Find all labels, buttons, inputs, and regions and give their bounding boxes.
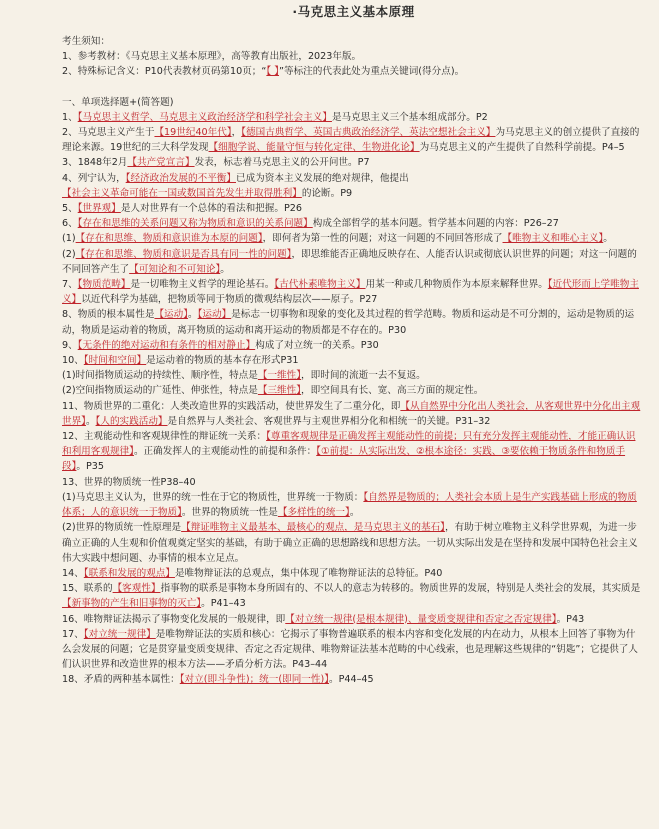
body-text: 。	[85, 415, 96, 427]
body-text: (2)空间指物质运动的广延性、伸张性，特点是	[62, 385, 258, 397]
body-text: ，即思维能否正确地反映存在、人能否认识或彻底认识世界的问题；对这一问题的不同回答产生了	[62, 248, 637, 275]
body-text: 是标志一切事物和现象的变化及其过程的哲学范畴。物质和运动是不可分割的，运动是物质的运动，物质是运动着的物质，离开物质的运动和离开运动的物质都是不存在的。P30	[62, 309, 635, 336]
body-text: 4、列宁认为，	[62, 172, 126, 184]
body-text: 17、	[62, 628, 84, 640]
question-list	[62, 95, 645, 688]
body-text: 18、矛盾的两种基本属性：	[62, 674, 180, 686]
key-term-highlight: 【运动】	[154, 309, 189, 321]
key-term-highlight: 【存在和思维、物质和意识谁为本原的问题】	[75, 233, 263, 245]
key-term-highlight: 【自然界是物质的；人类社会本质上是生产实践基础上形成的物质体系；人的意识统一于物质】	[62, 491, 637, 519]
body-text: 以近代科学为基础，把物质等同于物质的微观结构层次——原子。P27	[81, 294, 378, 306]
body-text: 是人对世界有一个总体的看法和把握。P26	[120, 203, 302, 215]
body-text: 是唯物辩证法的实质和核心：它揭示了事物普遍联系的根本内容和变化发展的内在动力，从根本上回答了事物为什么会发展的问题；它是贯穿量变质变规律、否定之否定规律、唯物辩证法基本范畴的中心线索，也是理解这些规律的“钥匙”；它提供了人们认识世界和改造世界的根本方法——矛盾分析方法。P43–44	[62, 628, 638, 671]
key-term-highlight: 【19世纪40年代】	[154, 127, 232, 139]
body-text: 9、	[62, 339, 78, 351]
key-term-highlight: 【对立(即斗争性)；统一(即同一性)】	[179, 674, 330, 686]
body-text: 是马克思主义三个基本组成部分。P2	[331, 111, 488, 123]
body-text: 构成了对立统一的关系。P30	[255, 339, 379, 351]
body-text: 。世界的物质统一性是	[181, 507, 278, 519]
body-text: ，即空间具有长、宽、高三方面的规定性。	[301, 385, 484, 397]
body-text: 。	[188, 309, 198, 321]
key-term-highlight: 【对立统一规律(是根本规律)、量变质变规律和否定之否定规律】	[285, 613, 557, 625]
body-text: 。P41–43	[201, 598, 246, 610]
body-text: 13、世界的物质统一性P38–40	[62, 476, 196, 488]
paragraph	[62, 399, 645, 429]
body-text: 。P43	[556, 613, 585, 625]
key-term-highlight: 【近代形而上学唯物主义】	[62, 279, 639, 306]
body-text: 考生须知：	[62, 36, 110, 47]
section-gap	[62, 80, 645, 95]
paragraph	[62, 566, 645, 581]
body-text: (2)世界的物质统一性原理是	[62, 522, 182, 534]
paragraph	[62, 216, 645, 231]
key-term-highlight: 【多样性的统一】	[277, 507, 350, 519]
key-term-highlight: 【物质范畴】	[77, 279, 131, 291]
paragraph	[62, 490, 645, 520]
body-text: 为马克思主义的产生提供了自然科学前提。P4–5	[419, 142, 625, 154]
body-text: 2、马克思主义产生于	[62, 127, 155, 139]
key-term-highlight: 【从自然界中分化出人类社会，从客观世界中分化出主观世界】	[62, 400, 641, 427]
exam-notice	[62, 34, 645, 80]
body-text: 8、物质的根本属性是	[62, 309, 155, 321]
paragraph	[62, 368, 645, 383]
key-term-highlight: 【人的实践活动】	[95, 415, 168, 427]
key-term-highlight: 【细胞学说、能量守恒与转化定律、生物进化论】	[208, 142, 420, 154]
body-text: 是自然界与人类社会、客观世界与主观世界相分化和相统一的关键。P31–32	[167, 415, 491, 427]
body-text: 1、参考教材：《马克思主义基本原理》，高等教育出版社，2023年版。	[62, 51, 362, 63]
body-text: 1、	[62, 111, 78, 123]
body-text: ，	[231, 127, 242, 139]
body-text: 用某一种或几种物质作为本原来解释世界。	[365, 279, 548, 291]
body-text: 15、联系的	[62, 583, 113, 595]
key-term-highlight: 【 】	[266, 66, 280, 78]
body-text: 是运动着的物质的基本存在形式P31	[146, 355, 299, 367]
body-text: 构成全部哲学的基本问题。哲学基本问题的内容：P26–27	[312, 218, 559, 230]
paragraph	[62, 429, 645, 475]
body-text: (1)时间指物质运动的持续性、顺序性，特点是	[62, 370, 258, 382]
key-term-highlight: 【①前提：从实际出发、②根本途径：实践、③要依赖于物质条件和物质手段】	[62, 446, 626, 473]
key-term-highlight: 【无条件的绝对运动和有条件的相对静止】	[77, 339, 256, 351]
body-text: 12、主观能动性和客观规律性的辩证统一关系：	[62, 431, 267, 443]
key-term-highlight: 【客观性】	[112, 583, 161, 595]
paragraph	[62, 231, 645, 246]
body-text: 。	[603, 233, 613, 245]
body-text: 已成为资本主义发展的绝对规律，他提出	[236, 172, 409, 184]
body-text: 。	[349, 507, 360, 519]
body-text: 指事物的联系是事物本身所固有的、不以人的意志为转移的。物质世界的发展，特别是人类社会的发展，其实质是	[160, 583, 641, 595]
body-text: 是唯物辩证法的总观点，集中体现了唯物辩证法的总特征。P40	[174, 567, 443, 579]
notice-line	[62, 34, 645, 49]
body-text: (2)	[62, 248, 76, 260]
paragraph	[62, 155, 645, 170]
key-term-highlight: 【可知论和不可知论】	[129, 263, 221, 275]
paragraph	[62, 627, 645, 673]
paragraph	[62, 307, 645, 337]
key-term-highlight: 【马克思主义哲学、马克思主义政治经济学和科学社会主义】	[77, 111, 332, 123]
body-text: 发表，标志着马克思主义的公开问世。P7	[194, 157, 370, 169]
body-text: ”等标注的代表此处为重点关键词(得分点)。	[279, 66, 465, 78]
paragraph	[62, 672, 645, 687]
body-text: 11、物质世界的二重化：人类改造世界的实践活动，使世界发生了二重分化，即	[62, 400, 401, 412]
body-text: 。正确发挥人的主观能动性的前提和条件：	[133, 446, 317, 458]
body-text: (1)	[62, 233, 76, 245]
paragraph	[62, 201, 645, 216]
paragraph	[62, 125, 645, 155]
key-term-highlight: 【对立统一规律】	[83, 628, 156, 640]
body-text: 3、1848年2月	[62, 157, 128, 169]
key-term-highlight: 【存在和思维的关系问题又称为物质和意识的关系问题】	[77, 218, 313, 230]
paragraph	[62, 277, 645, 307]
body-text: 的论断。P9	[301, 187, 353, 199]
body-text: ，即时间的流逝一去不复返。	[301, 370, 426, 382]
body-text: 6、	[62, 218, 78, 230]
body-text: 为马克思主义的创立提供了直接的理论来源。19世纪的三大科学发现	[62, 127, 640, 154]
paragraph	[62, 383, 645, 398]
key-term-highlight: 【经济政治发展的不平衡】	[125, 172, 236, 184]
paragraph	[62, 247, 645, 277]
document-title: ·马克思主义基本原理	[292, 4, 415, 19]
body-text: (1)马克思主义认为，世界的统一性在于它的物质性，世界统一于物质：	[62, 491, 364, 503]
paragraph	[62, 612, 645, 627]
body-text: 10、	[62, 355, 84, 367]
key-term-highlight: 【新事物的产生和旧事物的灭亡】	[62, 598, 202, 610]
key-term-highlight: 【一维性】	[257, 370, 302, 382]
key-term-highlight: 【时间和空间】	[83, 355, 147, 367]
body-text: 。P44–45	[329, 674, 374, 686]
key-term-highlight: 【联系和发展的观点】	[83, 567, 175, 579]
key-term-highlight: 【辩证唯物主义最基本、最核心的观点，是马克思主义的基石】	[181, 522, 445, 534]
paragraph	[62, 475, 645, 490]
key-term-highlight: 【社会主义革命可能在一国或数国首先发生并取得胜利】	[62, 187, 302, 199]
body-text: 2、特殊标记含义：P10代表教材页码第10页；“	[62, 66, 267, 78]
paragraph	[62, 353, 645, 368]
body-text: 是一切唯物主义哲学的理论基石。	[130, 279, 275, 291]
body-text: 。	[220, 263, 230, 275]
body-text: 16、唯物辩证法揭示了事物变化发展的一般规律，即	[62, 613, 286, 625]
paragraph	[62, 110, 645, 125]
notice-line	[62, 49, 645, 64]
body-text: ，即何者为第一性的问题；对这一问题的不同回答形成了	[262, 233, 503, 245]
body-text: 一、单项选择题+(简答题)	[62, 96, 174, 108]
notice-line	[62, 64, 645, 79]
key-term-highlight: 【唯物主义和唯心主义】	[502, 233, 604, 245]
key-term-highlight: 【存在和思维、物质和意识是否具有同一性的问题】	[75, 248, 292, 260]
paragraph	[62, 95, 645, 110]
key-term-highlight: 【德国古典哲学、英国古典政治经济学、英法空想社会主义】	[241, 127, 496, 139]
key-term-highlight: 【世界观】	[77, 203, 121, 215]
paragraph	[62, 581, 645, 611]
key-term-highlight: 【古代朴素唯物主义】	[274, 279, 366, 291]
key-term-highlight: 【三维性】	[257, 385, 302, 397]
key-term-highlight: 【运动】	[197, 309, 232, 321]
body-text: 5、	[62, 203, 78, 215]
paragraph	[62, 338, 645, 353]
body-text: ，有助于树立唯物主义科学世界观，为进一步确立正确的人生观和价值观奠定坚实的基础，有助于确立正确的思想路线和思想方法。一切从实际出发是在坚持和发展中国特色社会主义伟大实践中想问题、办事情的根本立足点。	[62, 522, 638, 564]
key-term-highlight: 【尊重客观规律是正确发挥主观能动性的前提；只有充分发挥主观能动性，才能正确认识和利用客观规律】	[62, 431, 636, 458]
paragraph	[62, 171, 645, 201]
paragraph	[62, 520, 645, 566]
body-text: 14、	[62, 567, 84, 579]
key-term-highlight: 【共产党宣言】	[127, 157, 195, 169]
body-text: 。P35	[76, 461, 104, 473]
body-text: 7、	[62, 279, 78, 291]
